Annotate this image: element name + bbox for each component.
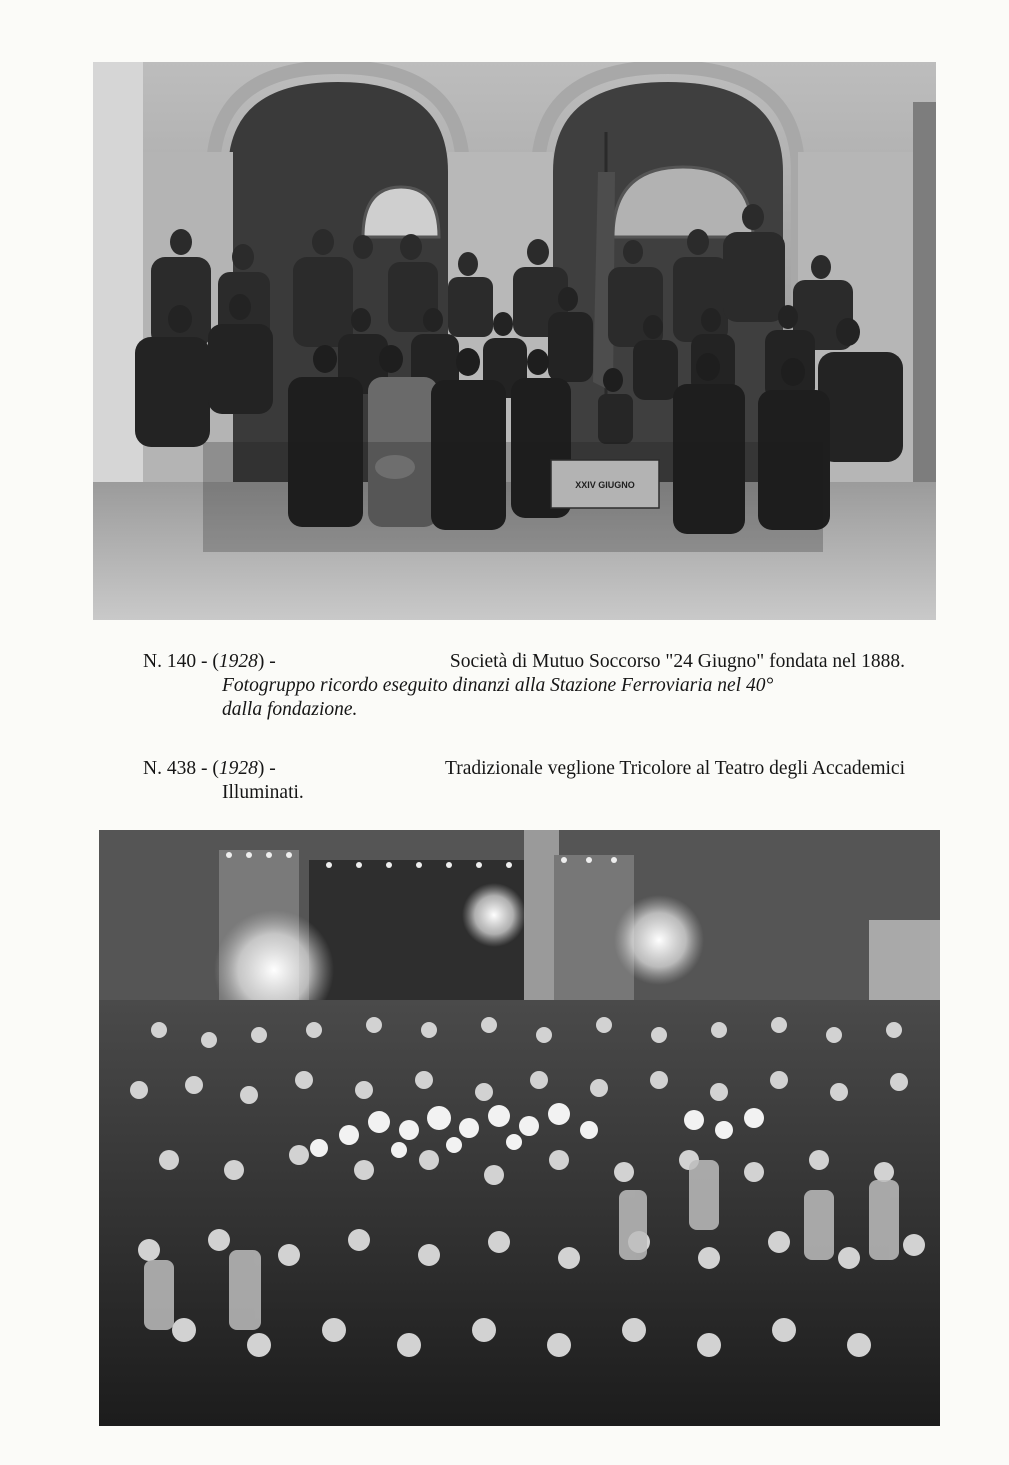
caption-text: Tradizionale veglione Tricolore al Teatro degli Accademici — [444, 758, 905, 779]
caption-first-line: N. 438 - (1928) - Tradizionale veglione Tricolore al Teatro degli Accademici — [143, 758, 905, 779]
caption-year: 1928 — [218, 651, 258, 672]
group-portrait-photo — [93, 62, 936, 620]
caption-continuation: Fotogruppo ricordo eseguito dinanzi alla Stazione Ferroviaria nel 40° — [222, 675, 774, 696]
caption-number: N. 140 — [143, 651, 197, 672]
caption-continuation: dalla fondazione. — [222, 699, 358, 720]
caption-continuation: Illuminati. — [222, 782, 304, 803]
caption-text: Società di Mutuo Soccorso "24 Giugno" fondata nel 1888. — [449, 651, 905, 672]
caption-year: 1928 — [218, 758, 258, 779]
sign-text: XXIV GIUGNO — [575, 480, 635, 490]
ballroom-photo — [99, 830, 940, 1426]
caption-number: N. 438 — [143, 758, 197, 779]
caption-438 — [143, 757, 905, 805]
caption-first-line: N. 140 - (1928) - Società di Mutuo Soccorso "24 Giugno" fondata nel 1888. — [143, 651, 905, 672]
caption-140 — [143, 650, 905, 722]
